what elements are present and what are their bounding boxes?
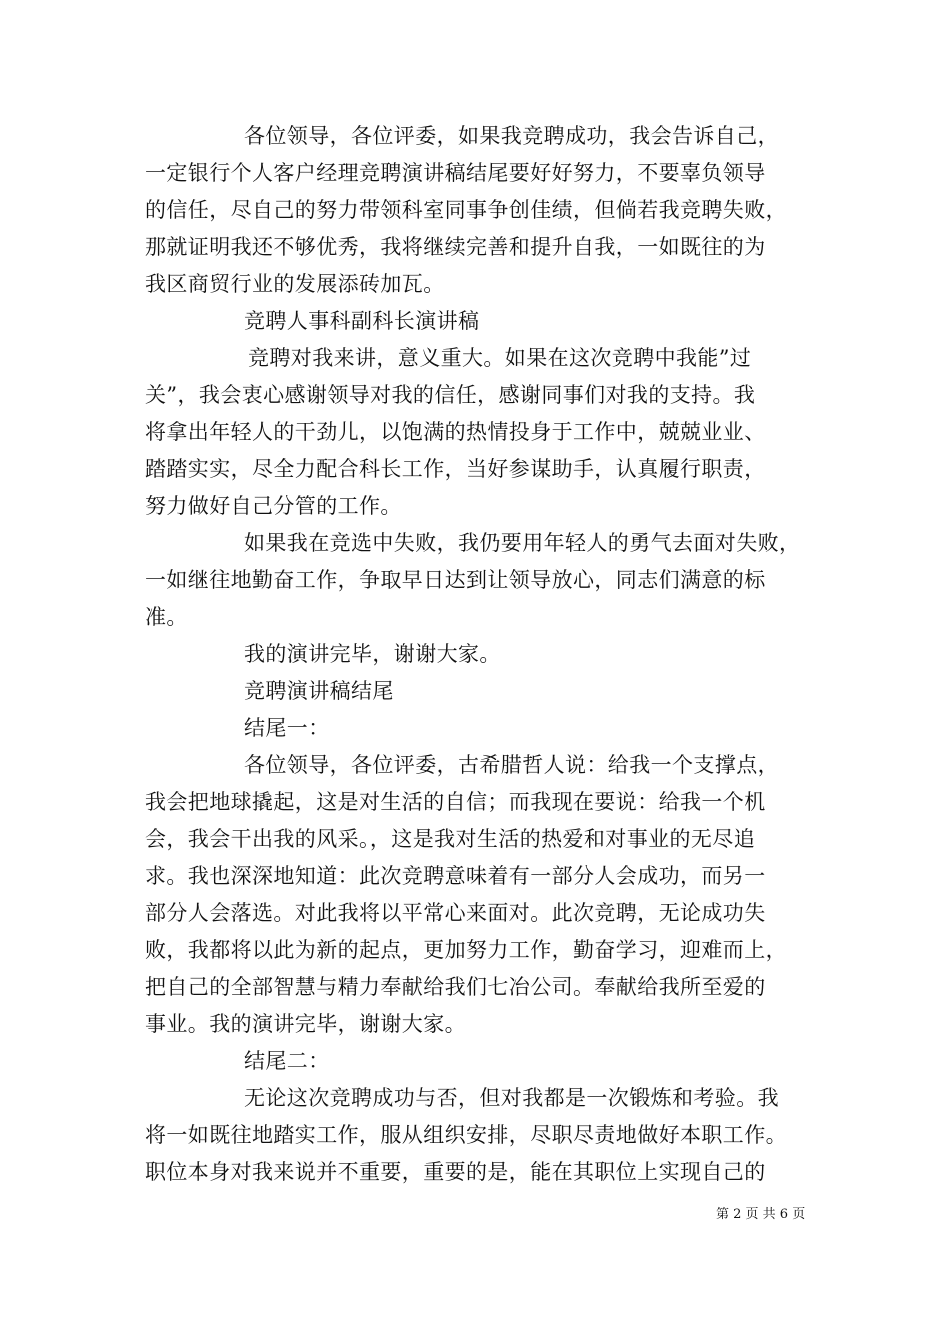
text-line: 一如继往地勤奋工作，争取早日达到让领导放心，同志们满意的标: [145, 568, 766, 592]
text-line: 我的演讲完毕，谢谢大家。: [244, 642, 501, 666]
text-line: 竞聘对我来讲，意义重大。如果在这次竞聘中我能”过: [248, 346, 752, 370]
text-line: 如果我在竞选中失败，我仍要用年轻人的勇气去面对失败，: [244, 531, 801, 555]
text-line: 各位领导，各位评委，如果我竞聘成功，我会告诉自己，: [244, 124, 779, 148]
text-line: 败，我都将以此为新的起点，更加努力工作，勤奋学习，迎难而上，: [145, 938, 787, 962]
document-body: [145, 118, 810, 1191]
text-line: 那就证明我还不够优秀，我将继续完善和提升自我，一如既往的为: [145, 235, 766, 259]
section-heading: 竞聘人事科副科长演讲稿: [244, 309, 480, 333]
page-number: 第 2 页 共 6 页: [716, 1207, 806, 1222]
text-line: 部分人会落选。对此我将以平常心来面对。此次竞聘，无论成功失: [145, 901, 766, 925]
text-line: 努力做好自己分管的工作。: [145, 494, 402, 518]
text-line: 求。我也深深地知道：此次竞聘意味着有一部分人会成功，而另一: [145, 864, 766, 888]
text-line: 准。: [145, 605, 188, 629]
text-line: 我会把地球撬起，这是对生活的自信；而我现在要说：给我一个机: [145, 790, 766, 814]
text-line: 将拿出年轻人的干劲儿，以饱满的热情投身于工作中，兢兢业业、: [145, 420, 766, 444]
text-line: 无论这次竞聘成功与否，但对我都是一次锻炼和考验。我: [244, 1086, 779, 1110]
text-line: 各位领导，各位评委，古希腊哲人说：给我一个支撑点，: [244, 753, 779, 777]
text-line: 把自己的全部智慧与精力奉献给我们七冶公司。奉献给我所至爱的: [145, 975, 766, 999]
section-heading: 竞聘演讲稿结尾: [244, 679, 394, 703]
subsection-heading: 结尾二：: [244, 1049, 330, 1073]
text-line: 职位本身对我来说并不重要，重要的是，能在其职位上实现自己的: [145, 1160, 766, 1184]
subsection-heading: 结尾一：: [244, 716, 330, 740]
text-line: 事业。我的演讲完毕，谢谢大家。: [145, 1012, 466, 1036]
text-line: 会，我会干出我的风采。，这是我对生活的热爱和对事业的无尽追: [145, 827, 756, 851]
text-line: 我区商贸行业的发展添砖加瓦。: [145, 272, 445, 296]
text-line: 一定银行个人客户经理竞聘演讲稿结尾要好好努力，不要辜负领导: [145, 161, 766, 185]
text-line: 关”，我会衷心感谢领导对我的信任，感谢同事们对我的支持。我: [145, 383, 756, 407]
text-line: 踏踏实实，尽全力配合科长工作，当好参谋助手，认真履行职责，: [145, 457, 766, 481]
text-line: 的信任，尽自己的努力带领科室同事争创佳绩，但倘若我竞聘失败，: [145, 198, 787, 222]
text-line: 将一如既往地踏实工作，服从组织安排，尽职尽责地做好本职工作。: [145, 1123, 787, 1147]
